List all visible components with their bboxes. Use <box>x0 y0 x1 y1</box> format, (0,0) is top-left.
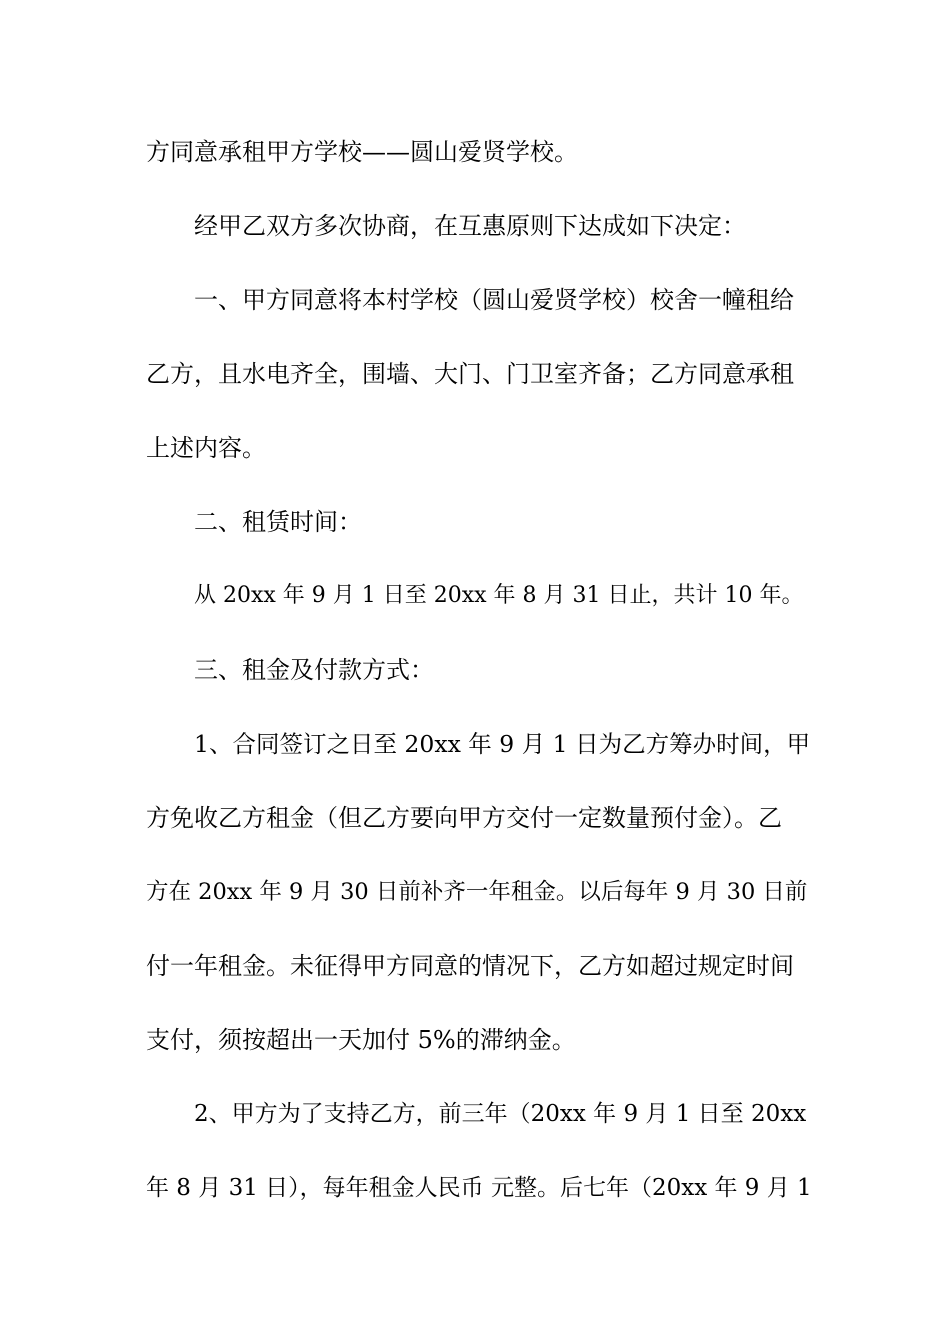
paragraph-line: 方同意承租甲方学校——圆山爱贤学校。 <box>146 138 578 166</box>
paragraph-line: 从 20xx 年 9 月 1 日至 20xx 年 8 月 31 日止，共计 10 年。 <box>194 583 804 608</box>
paragraph-line: 乙方，且水电齐全，围墙、大门、门卫室齐备；乙方同意承租 <box>146 360 794 388</box>
paragraph-line: 方免收乙方租金（但乙方要向甲方交付一定数量预付金）。乙 <box>146 804 782 832</box>
section-heading: 二、租赁时间： <box>194 508 362 536</box>
paragraph-line: 年 8 月 31 日），每年租金人民币 元整。后七年（20xx 年 9 月 1 <box>146 1175 812 1201</box>
paragraph-line: 2、甲方为了支持乙方，前三年（20xx 年 9 月 1 日至 20xx <box>194 1101 807 1127</box>
paragraph-line: 上述内容。 <box>146 434 266 462</box>
paragraph-line: 一、甲方同意将本村学校（圆山爱贤学校）校舍一幢租给 <box>194 286 794 314</box>
paragraph-line: 方在 20xx 年 9 月 30 日前补齐一年租金。以后每年 9 月 30 日前 <box>146 879 808 905</box>
paragraph-line: 1、合同签订之日至 20xx 年 9 月 1 日为乙方筹办时间，甲 <box>194 730 811 758</box>
paragraph-line: 付一年租金。未征得甲方同意的情况下，乙方如超过规定时间 <box>146 952 794 980</box>
paragraph-line: 支付，须按超出一天加付 5%的滞纳金。 <box>146 1026 576 1054</box>
section-heading: 三、租金及付款方式： <box>194 656 434 684</box>
paragraph-line: 经甲乙双方多次协商，在互惠原则下达成如下决定： <box>194 212 746 240</box>
